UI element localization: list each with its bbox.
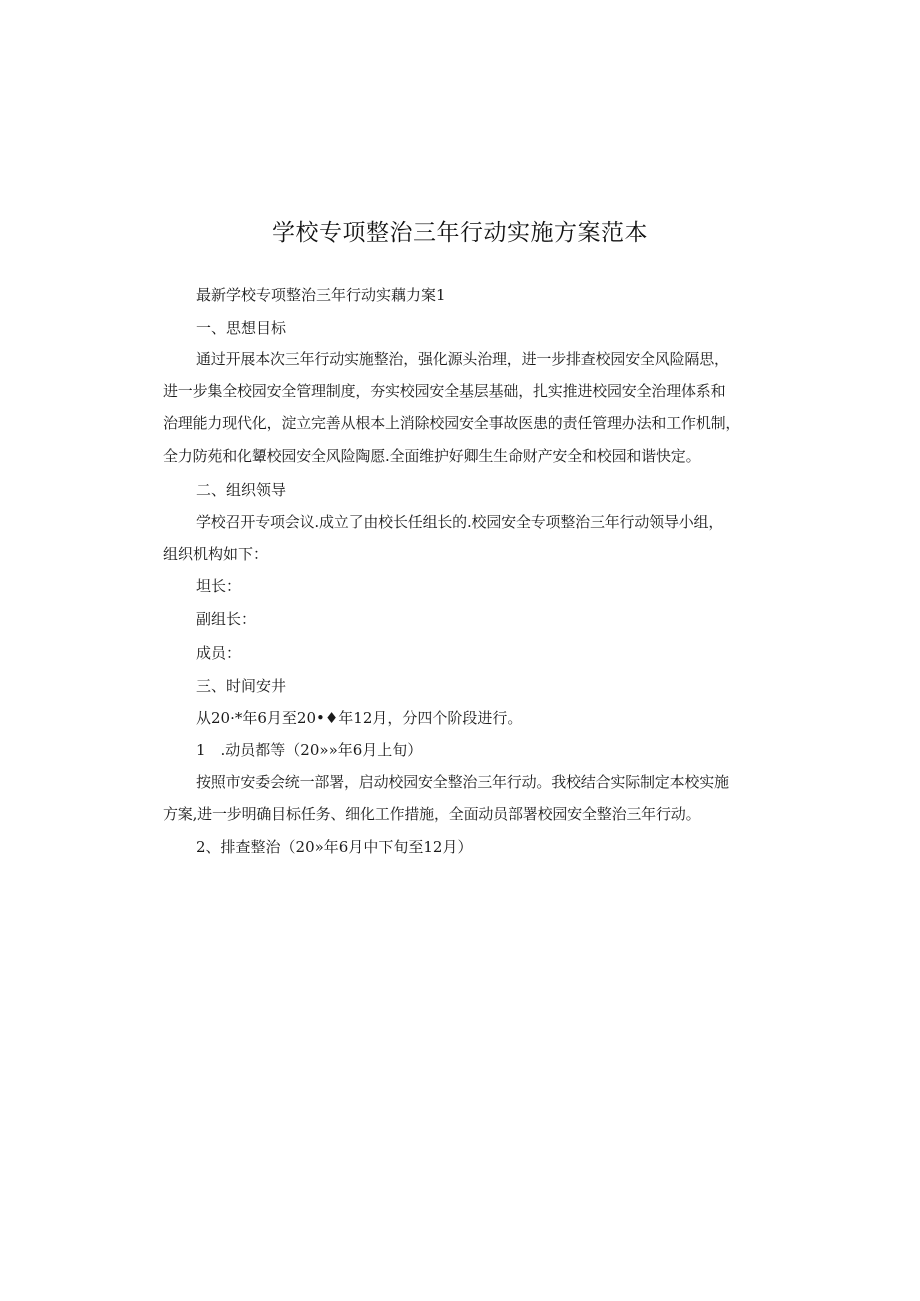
- heading-organization: 二、组织领导: [196, 481, 287, 499]
- section-subtitle: 最新学校专项整治三年行动实藕力案1: [196, 286, 446, 304]
- heading-objectives: 一、思想目标: [196, 319, 287, 337]
- paragraph-line: 全力防苑和化顰校园安全风险陶愿.全面维护好卿生生命财产安全和校园和谐快定。: [163, 447, 701, 465]
- paragraph-line: 进一步集全校园安全管理制度，夯实校园安全基层基础，扎实推进校园安全治理体系和: [163, 382, 726, 400]
- paragraph-line: 通过开展本次三年行动实施整治，强化源头治理，进一步排查校园安全风险隔思，: [196, 350, 729, 368]
- heading-schedule: 三、时间安井: [196, 677, 287, 695]
- role-members: 成员：: [196, 644, 242, 662]
- role-leader: 坦长：: [196, 577, 242, 595]
- paragraph-line: 从20·*年6月至20•♦年12月，分四个阶段进行。: [196, 709, 523, 727]
- paragraph-line: 方案,进一步明确目标任务、细化工作措施，全面动员部署校园安全整治三年行动。: [163, 805, 701, 823]
- document-title: 学校专项整治三年行动实施方案范本: [272, 220, 648, 246]
- stage-heading: 2、排查整治（20»年6月中下旬至12月）: [196, 838, 473, 856]
- role-deputy-leader: 副组长：: [196, 610, 257, 628]
- paragraph-line: 按照市安委会统一部署，启动校园安全整治三年行动。我校结合实际制定本校实施: [196, 773, 729, 791]
- paragraph-line: 治理能力现代化，淀立完善从根本上消除校园安全事故医患的责任管理办法和工作机制，: [163, 414, 741, 432]
- stage-heading: 1 .动员都等（20»»年6月上旬）: [196, 741, 423, 759]
- paragraph-line: 学校召开专项会议.成立了由校长任组长的.校园安全专项整治三年行动领导小组，: [196, 513, 724, 531]
- paragraph-line: 组织机构如下：: [163, 545, 269, 563]
